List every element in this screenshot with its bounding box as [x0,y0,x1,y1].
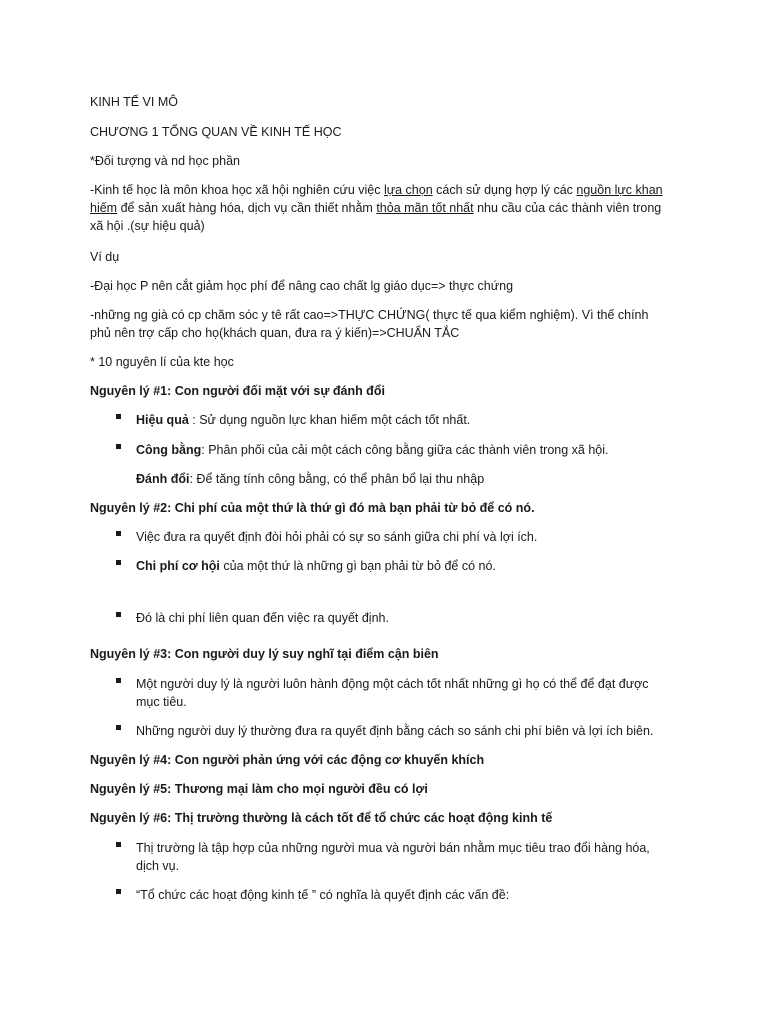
list-item: Một người duy lý là người luôn hành động một cách tốt nhất những gì họ có thể để đạt được mục tiêu. [136,677,649,709]
list-item: Thị trường là tập hợp của những người mua và người bán nhằm mục tiêu trao đổi hàng hóa, dịch vụ. [136,841,650,873]
principle-1-heading: Nguyên lý #1: Con người đối mặt với sự đánh đổi [90,384,385,398]
bullet-icon [116,678,121,683]
list-item: “Tổ chức các hoạt động kinh tế ” có nghĩa là quyết định các vấn đề: [136,888,510,902]
bullet-icon [116,444,121,449]
list-item: Hiệu quả : Sử dụng nguồn lực khan hiếm một cách tốt nhất. [136,413,471,427]
chapter-heading: CHƯƠNG 1 TỔNG QUAN VỀ KINH TẾ HỌC [90,125,342,139]
principle-3-heading: Nguyên lý #3: Con người duy lý suy nghĩ tại điểm cận biên [90,647,439,661]
example-2: -những ng già có cp chăm sóc y tê rất cao=>THỰC CHỨNG( thực tế qua kiểm nghiệm). Vì thế chính phủ nên trợ cấp cho họ(khách quan, đưa ra ý kiến)=>CHUẨN TẮC [90,308,649,340]
underlined-scarce-resources: nguồn lực khan hiếm [90,183,663,215]
bullet-icon [116,560,121,565]
example-label: Ví dụ [90,250,120,264]
list-item: Chi phí cơ hội của một thứ là những gì bạn phải từ bỏ để có nó. [136,559,496,573]
bullet-icon [116,725,121,730]
list-item: Việc đưa ra quyết định đòi hỏi phải có sự so sánh giữa chi phí và lợi ích. [136,530,538,544]
bullet-icon [116,612,121,617]
principle-5-heading: Nguyên lý #5: Thương mại làm cho mọi người đều có lợi [90,782,428,796]
principles-intro: * 10 nguyên lí của kte học [90,355,234,369]
bullet-icon [116,842,121,847]
example-1: -Đại học P nên cắt giảm học phí để nâng cao chất lg giáo dục=> thực chứng [90,279,514,293]
document-title: KINH TẾ VI MÔ [90,95,178,109]
underlined-choice: lựa chọn [383,183,433,197]
bullet-icon [116,414,121,419]
underlined-best-satisfy: thỏa mãn tốt nhất [376,201,474,215]
principle-6-heading: Nguyên lý #6: Thị trường thường là cách tốt để tổ chức các hoạt động kinh tế [90,811,553,825]
bullet-icon [116,531,121,536]
principle-2-heading: Nguyên lý #2: Chi phí của một thứ là thứ gì đó mà bạn phải từ bỏ để có nó. [90,501,535,515]
list-item: Đó là chi phí liên quan đến việc ra quyết định. [136,611,389,625]
tradeoff-line: Đánh đổi: Để tăng tính công bằng, có thể phân bổ lại thu nhập [136,472,485,486]
list-item: Công bằng: Phân phối của cải một cách công bằng giữa các thành viên trong xã hội. [136,443,609,457]
subject-heading: *Đối tượng và nd học phần [90,154,240,168]
principle-4-heading: Nguyên lý #4: Con người phản ứng với các động cơ khuyến khích [90,753,485,767]
bullet-icon [116,889,121,894]
list-item: Những người duy lý thường đưa ra quyết định bằng cách so sánh chi phí biên và lợi ích biên. [136,724,654,738]
definition-paragraph: -Kinh tế học là môn khoa học xã hội nghiên cứu việc lựa chọn cách sử dụng hợp lý các nguồn lực khan hiếm để sản xuất hàng hóa, dịch vụ cần thiết nhằm thỏa mãn tốt nhất nhu cầu của các thành viên trong xã hội .(sự hiệu quả) [90,183,663,233]
